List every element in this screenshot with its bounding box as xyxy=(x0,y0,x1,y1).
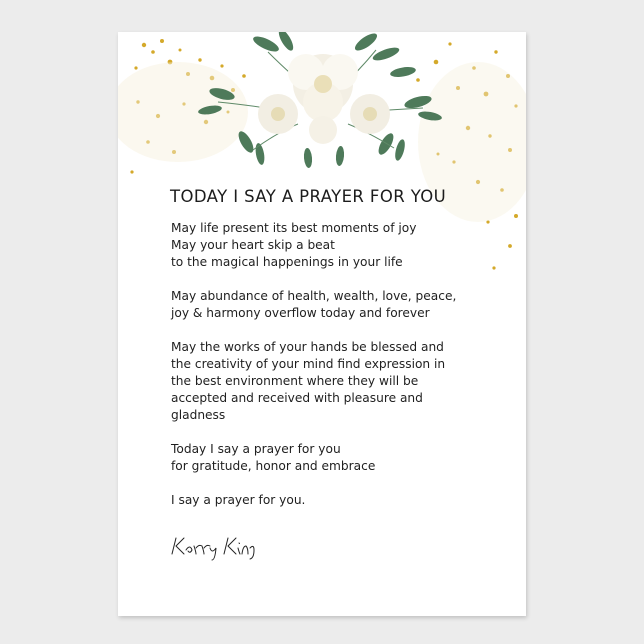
poem-line: gladness xyxy=(171,408,226,422)
poem-line: May abundance of health, wealth, love, peace, xyxy=(171,289,457,303)
poster xyxy=(118,32,526,616)
poem-line: the best environment where they will be xyxy=(171,374,419,388)
poem-line: I say a prayer for you. xyxy=(171,493,306,507)
poem-line: to the magical happenings in your life xyxy=(171,255,403,269)
stanza xyxy=(171,492,511,509)
poem-line: May life present its best moments of joy xyxy=(171,221,417,235)
signature xyxy=(168,532,258,562)
poem-line: May the works of your hands be blessed and xyxy=(171,340,444,354)
stanza xyxy=(171,339,511,424)
flower-icon xyxy=(258,54,390,144)
poster-title: TODAY I SAY A PRAYER FOR YOU xyxy=(170,187,447,206)
poem-line: joy & harmony overflow today and forever xyxy=(171,306,430,320)
stanza xyxy=(171,220,511,271)
stanza xyxy=(171,288,511,322)
poem-line: Today I say a prayer for you xyxy=(171,442,341,456)
poem-line: accepted and received with pleasure and xyxy=(171,391,423,405)
stanza xyxy=(171,441,511,475)
poem-line: the creativity of your mind find expression in xyxy=(171,357,446,371)
poem-line: May your heart skip a beat xyxy=(171,238,335,252)
poem-body xyxy=(171,220,511,526)
poem-line: for gratitude, honor and embrace xyxy=(171,459,376,473)
